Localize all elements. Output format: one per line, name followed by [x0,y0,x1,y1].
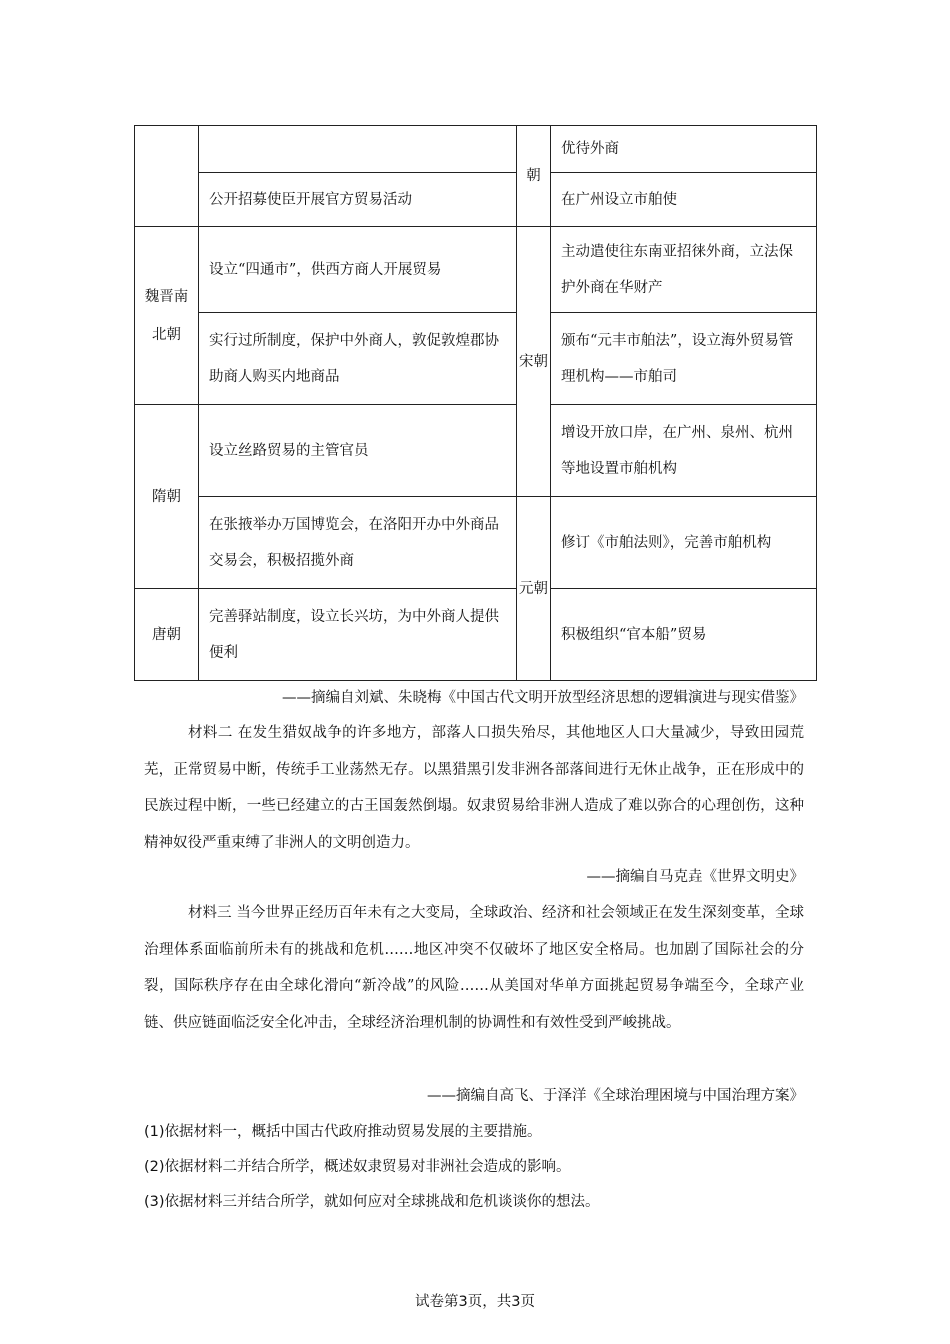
material-two: 材料二 在发生猎奴战争的许多地方，部落人口损失殆尽，其他地区人口大量减少，导致田园荒芜，正常贸易中断，传统手工业荡然无存。以黑猎黑引发非洲各部落间进行无休止战争，正在形成中的民族过程中断，一些已经建立的古王国轰然倒塌。奴隶贸易给非洲人造成了难以弥合的心理创伤，这种精神奴役严重束缚了非洲人的文明创造力。 [144,725,804,851]
table-row [135,405,817,497]
source-citation-3: ——摘编自高飞、于泽洋《全球治理困境与中国治理方案》 [427,1088,804,1104]
table-row [135,227,817,313]
table-row [135,497,817,589]
measure-cell: 积极组织“官本船”贸易 [551,589,817,681]
material-three: 材料三 当今世界正经历百年未有之大变局，全球政治、经济和社会领域正在发生深刻变革，全球治理体系面临前所未有的挑战和危机……地区冲突不仅破坏了地区安全格局。也加剧了国际社会的分裂，国际秩序存在由全球化滑向“新冷战”的风险……从美国对华单方面挑起贸易争端至今，全球产业链、供应链面临泛安全化冲击，全球经济治理机制的协调性和有效性受到严峻挑战。 [144,905,804,1031]
era-cell-right: 宋朝 [517,227,551,497]
era-cell-left: 魏晋南北朝 [135,227,199,405]
history-table [134,125,817,681]
source-citation-1: ——摘编自刘斌、朱晓梅《中国古代文明开放型经济思想的逻辑演进与现实借鉴》 [282,690,804,706]
era-cell-right: 朝 [517,126,551,227]
table-row [135,589,817,681]
table-row [135,126,817,173]
measure-cell: 完善驿站制度，设立长兴坊，为中外商人提供便利 [199,589,517,681]
measure-cell: 增设开放口岸，在广州、泉州、杭州等地设置市舶机构 [551,405,817,497]
measure-cell: 优待外商 [551,126,817,173]
measure-cell: 设立丝路贸易的主管官员 [199,405,517,497]
table-row [135,173,817,227]
measure-cell: 在张掖举办万国博览会，在洛阳开办中外商品交易会，积极招揽外商 [199,497,517,589]
question-2: (2)依据材料二并结合所学，概述奴隶贸易对非洲社会造成的影响。 [144,1159,571,1175]
measure-cell: 颁布“元丰市舶法”，设立海外贸易管理机构——市舶司 [551,313,817,405]
measure-cell: 设立“四通市”，供西方商人开展贸易 [199,227,517,313]
era-cell-left: 唐朝 [135,589,199,681]
question-1: (1)依据材料一，概括中国古代政府推动贸易发展的主要措施。 [144,1124,542,1140]
era-cell-right: 元朝 [517,497,551,681]
measure-cell: 实行过所制度，保护中外商人，敦促敦煌郡协助商人购买内地商品 [199,313,517,405]
measure-cell: 在广州设立市舶使 [551,173,817,227]
era-cell-left [135,126,199,227]
measure-cell: 主动遣使往东南亚招徕外商，立法保护外商在华财产 [551,227,817,313]
measure-cell: 公开招募使臣开展官方贸易活动 [199,173,517,227]
era-cell-left: 隋朝 [135,405,199,589]
source-citation-2: ——摘编自马克垚《世界文明史》 [586,869,804,885]
question-3: (3)依据材料三并结合所学，就如何应对全球挑战和危机谈谈你的想法。 [144,1194,600,1210]
page-footer: 试卷第3页，共3页 [415,1294,535,1310]
table-row [135,313,817,405]
measure-cell [199,126,517,173]
measure-cell: 修订《市舶法则》，完善市舶机构 [551,497,817,589]
